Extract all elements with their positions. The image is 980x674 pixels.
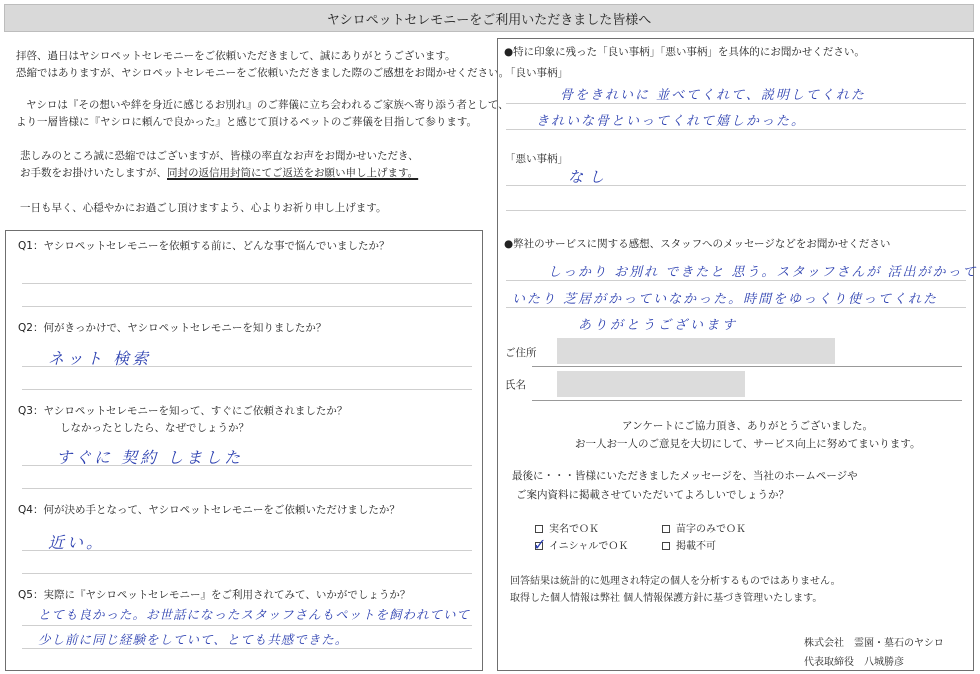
- bad-label: 「悪い事柄」: [505, 153, 568, 165]
- message-line2: いたり 芝居がかっていなかった。時間をゆっくり使ってくれた: [512, 292, 939, 307]
- q4-text: Q4：何が決め手となって、ヤシロペットセレモニーをご依頼いただけましたか？: [18, 504, 400, 516]
- thanks-line1: アンケートにご協力頂き、ありがとうございました。: [622, 420, 873, 432]
- intro-p3-line2-text: お手数をお掛けいたしますが、: [20, 167, 167, 179]
- address-field-redacted: [557, 338, 835, 364]
- q5-answer-line-2: [22, 648, 472, 649]
- checkbox-checked[interactable]: [533, 535, 547, 554]
- option-label: 実名でＯＫ: [549, 524, 599, 535]
- message-line3: ありがとうございます: [578, 318, 739, 333]
- message-heading: ●弊社のサービスに関する感想、スタッフへのメッセージなどをお聞かせください: [504, 238, 891, 250]
- intro-p1-line2: 恐縮ではありますが、ヤシロペットセレモニーをご依頼いただきました際のご感想をお聞かせください。: [16, 67, 510, 79]
- message-rule-1: [506, 280, 966, 281]
- q5-answer-line2: 少し前に同じ経験をしていて、とても共感できた。: [38, 632, 349, 647]
- check-mark-icon: ✓: [533, 535, 547, 554]
- q3-answer-line-2: [22, 488, 472, 489]
- good-answer-line2: きれいな骨といってくれて嬉しかった。: [536, 114, 807, 129]
- option-surname-only[interactable]: [662, 520, 746, 535]
- message-line1: しっかり お別れ できたと 思う。スタッフさんが 活出がかって: [548, 265, 978, 280]
- checkbox[interactable]: [662, 525, 670, 533]
- name-field-redacted: [557, 371, 745, 397]
- intro-p2-line2: より一層皆様に『ヤシロに頼んで良かった』と感じて頂けるペットのご葬儀を目指して参ります。: [16, 116, 478, 128]
- name-underline: [532, 400, 962, 401]
- return-envelope-note: 同封の返信用封筒にてご返送をお願い申し上げます。: [167, 167, 419, 179]
- address-underline: [532, 366, 962, 367]
- notice-line1: 回答結果は統計的に処理され特定の個人を分析するものではありません。: [510, 576, 841, 587]
- q5-answer-line-1: [22, 625, 472, 626]
- q4-answer-line-2: [22, 573, 472, 574]
- bad-line-2: [506, 210, 966, 211]
- bad-answer: なし: [568, 168, 611, 186]
- q3-text-line1: Q3：ヤシロペットセレモニーを知って、すぐにご依頼されましたか？: [18, 405, 348, 417]
- q4-answer: 近い。: [48, 533, 106, 552]
- good-answer-line1: 骨をきれいに 並べてくれて、説明してくれた: [560, 88, 866, 103]
- consent-question-line2: ご案内資料に掲載させていただいてよろしいでしょうか？: [516, 489, 789, 501]
- q2-answer: ネット 検索: [48, 349, 152, 368]
- checkbox[interactable]: [535, 525, 543, 533]
- q1-answer-line-2: [22, 306, 472, 307]
- q2-answer-line-2: [22, 389, 472, 390]
- intro-p3-line1: 悲しみのところ誠に恐縮ではございますが、皆様の率直なお声をお聞かせいただき、: [20, 150, 419, 162]
- checkbox[interactable]: [662, 542, 670, 550]
- q1-text: Q1：ヤシロペットセレモニーを依頼する前に、どんな事で悩んでいましたか？: [18, 240, 390, 252]
- page-title: ヤシロペットセレモニーをご利用いただきました皆様へ: [4, 4, 974, 32]
- intro-p2-line1: ヤシロは『その想いや絆を身近に感じるお別れ』のご葬儀に立ち会われるご家族へ寄り添う者として、: [26, 99, 509, 111]
- good-line-1: [506, 103, 966, 104]
- consent-question-line1: 最後に・・・皆様にいただきましたメッセージを、当社のホームページや: [512, 470, 858, 482]
- q3-text-line2: しなかったとしたら、なぜでしょうか？: [60, 422, 249, 434]
- intro-p4-line1: 一日も早く、心穏やかにお過ごし頂けますよう、心よりお祈り申し上げます。: [20, 202, 387, 214]
- option-no-publish[interactable]: [662, 537, 716, 552]
- good-line-2: [506, 129, 966, 130]
- intro-p1-line1: 拝啓、過日はヤシロペットセレモニーをご依頼いただきまして、誠にありがとうございます。: [16, 50, 456, 62]
- option-label: イニシャルでＯＫ: [549, 541, 629, 552]
- company-representative: 代表取締役 八城勝彦: [804, 657, 904, 668]
- option-real-name[interactable]: [535, 520, 599, 535]
- q3-answer: すぐに 契約 しました: [56, 448, 244, 467]
- bad-line-1: [506, 185, 966, 186]
- company-name: 株式会社 霊園・墓石のヤシロ: [804, 638, 944, 649]
- good-label: 「良い事柄」: [505, 67, 568, 79]
- q5-text: Q5：実際に『ヤシロペットセレモニー』をご利用されてみて、いかがでしょうか？: [18, 589, 411, 601]
- notice-line2: 取得した個人情報は弊社 個人情報保護方針に基づき管理いたします。: [510, 593, 823, 604]
- q5-answer-line1: とても良かった。お世話になったスタッフさんもペットを飼われていて: [38, 607, 471, 622]
- q4-answer-line-1: [22, 550, 472, 551]
- name-label: 氏名: [505, 379, 526, 391]
- impressions-heading: ●特に印象に残った「良い事柄」「悪い事柄」を具体的にお聞かせください。: [504, 46, 865, 58]
- intro-p3-line2: [20, 165, 418, 182]
- message-rule-2: [506, 307, 966, 308]
- option-label: 苗字のみでＯＫ: [676, 524, 746, 535]
- option-label: 掲載不可: [676, 541, 716, 552]
- q2-answer-line-1: [22, 366, 472, 367]
- thanks-line2: お一人お一人のご意見を大切にして、サービス向上に努めてまいります。: [575, 438, 921, 450]
- q2-text: Q2：何がきっかけで、ヤシロペットセレモニーを知りましたか？: [18, 322, 327, 334]
- option-initials[interactable]: [535, 537, 628, 552]
- q1-answer-line-1: [22, 283, 472, 284]
- address-label: ご住所: [505, 347, 537, 359]
- q3-answer-line-1: [22, 465, 472, 466]
